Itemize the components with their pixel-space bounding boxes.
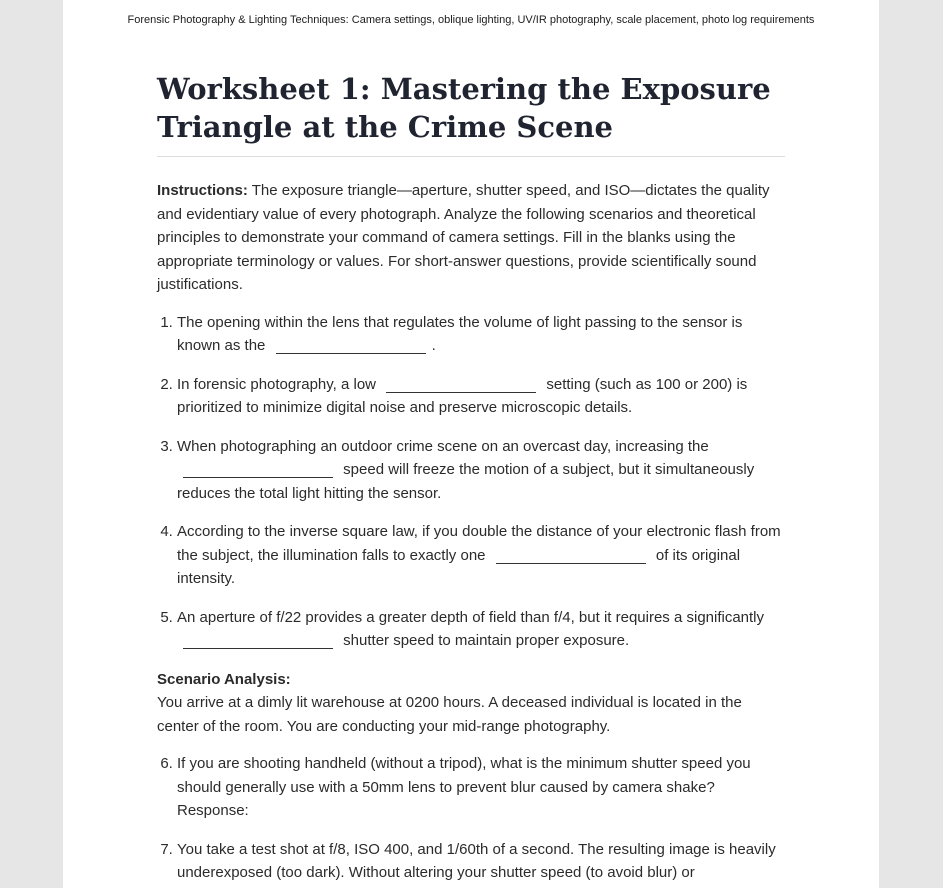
scenario-section: [157, 668, 785, 739]
instructions-paragraph: [157, 179, 785, 297]
question-5-text-end: shutter speed to maintain proper exposure.: [343, 632, 630, 649]
running-header: Forensic Photography & Lighting Techniques: Camera settings, oblique lighting, UV/IR photography, scale placement, photo log requirements: [127, 14, 815, 26]
question-2-text: In forensic photography, a low: [177, 375, 377, 393]
worksheet-title: Worksheet 1: Mastering the Exposure Triangle at the Crime Scene: [157, 70, 785, 157]
answer-blank-5[interactable]: [183, 633, 333, 649]
worksheet-page: [63, 0, 879, 888]
question-4-text-end: of its original intensity.: [177, 546, 741, 587]
question-2: [177, 373, 785, 420]
answer-blank-1[interactable]: [276, 338, 426, 354]
question-3: [177, 435, 785, 506]
question-2-text-end: setting (such as 100 or 200) is prioritized to minimize digital noise and preserve microscopic details.: [177, 375, 748, 416]
scenario-heading: Scenario Analysis:: [157, 670, 291, 688]
question-7-text: You take a test shot at f/8, ISO 400, and 1/60th of a second. The resulting image is heavily underexposed (too dark). Without altering your shutter speed (to avoid blur) or: [177, 840, 776, 881]
question-1-text: The opening within the lens that regulates the volume of light passing to the sensor is known as the: [177, 313, 743, 354]
question-6-text: If you are shooting handheld (without a tripod), what is the minimum shutter speed you should generally use with a 50mm lens to prevent blur caused by camera shake?: [177, 755, 751, 796]
fill-in-questions-list: [157, 311, 785, 653]
question-3-text: When photographing an outdoor crime scene on an overcast day, increasing the: [177, 437, 709, 455]
question-1-text-end: .: [431, 337, 436, 354]
worksheet-content: [157, 70, 785, 888]
answer-blank-4[interactable]: [496, 548, 646, 564]
scenario-text: You arrive at a dimly lit warehouse at 0200 hours. A deceased individual is located in the center of the room. You are conducting your mid-range photography.: [157, 694, 742, 735]
question-3-text-end: speed will freeze the motion of a subject, but it simultaneously reduces the total light hitting the sensor.: [177, 461, 755, 502]
question-6: [177, 752, 785, 823]
question-4: [177, 520, 785, 591]
short-answer-list: [157, 752, 785, 885]
answer-blank-3[interactable]: [183, 462, 333, 478]
question-5: [177, 606, 785, 653]
answer-blank-2[interactable]: [386, 377, 536, 393]
question-4-text: According to the inverse square law, if you double the distance of your electronic flash from the subject, the illumination falls to exactly one: [177, 523, 781, 564]
question-6-response-label: Response:: [177, 802, 249, 819]
question-1: [177, 311, 785, 358]
question-5-text: An aperture of f/22 provides a greater depth of field than f/4, but it requires a significantly: [177, 608, 765, 626]
question-7: [177, 838, 785, 885]
instructions-label: Instructions:: [157, 182, 248, 199]
instructions-text: The exposure triangle—aperture, shutter speed, and ISO—dictates the quality and evidentiary value of every photograph. Analyze the following scenarios and theoretical principles to demonstrate your command of camera settings. Fill in the blanks using the appropriate terminology or values. For short-answer questions, provide scientifically sound justifications.: [157, 182, 770, 293]
